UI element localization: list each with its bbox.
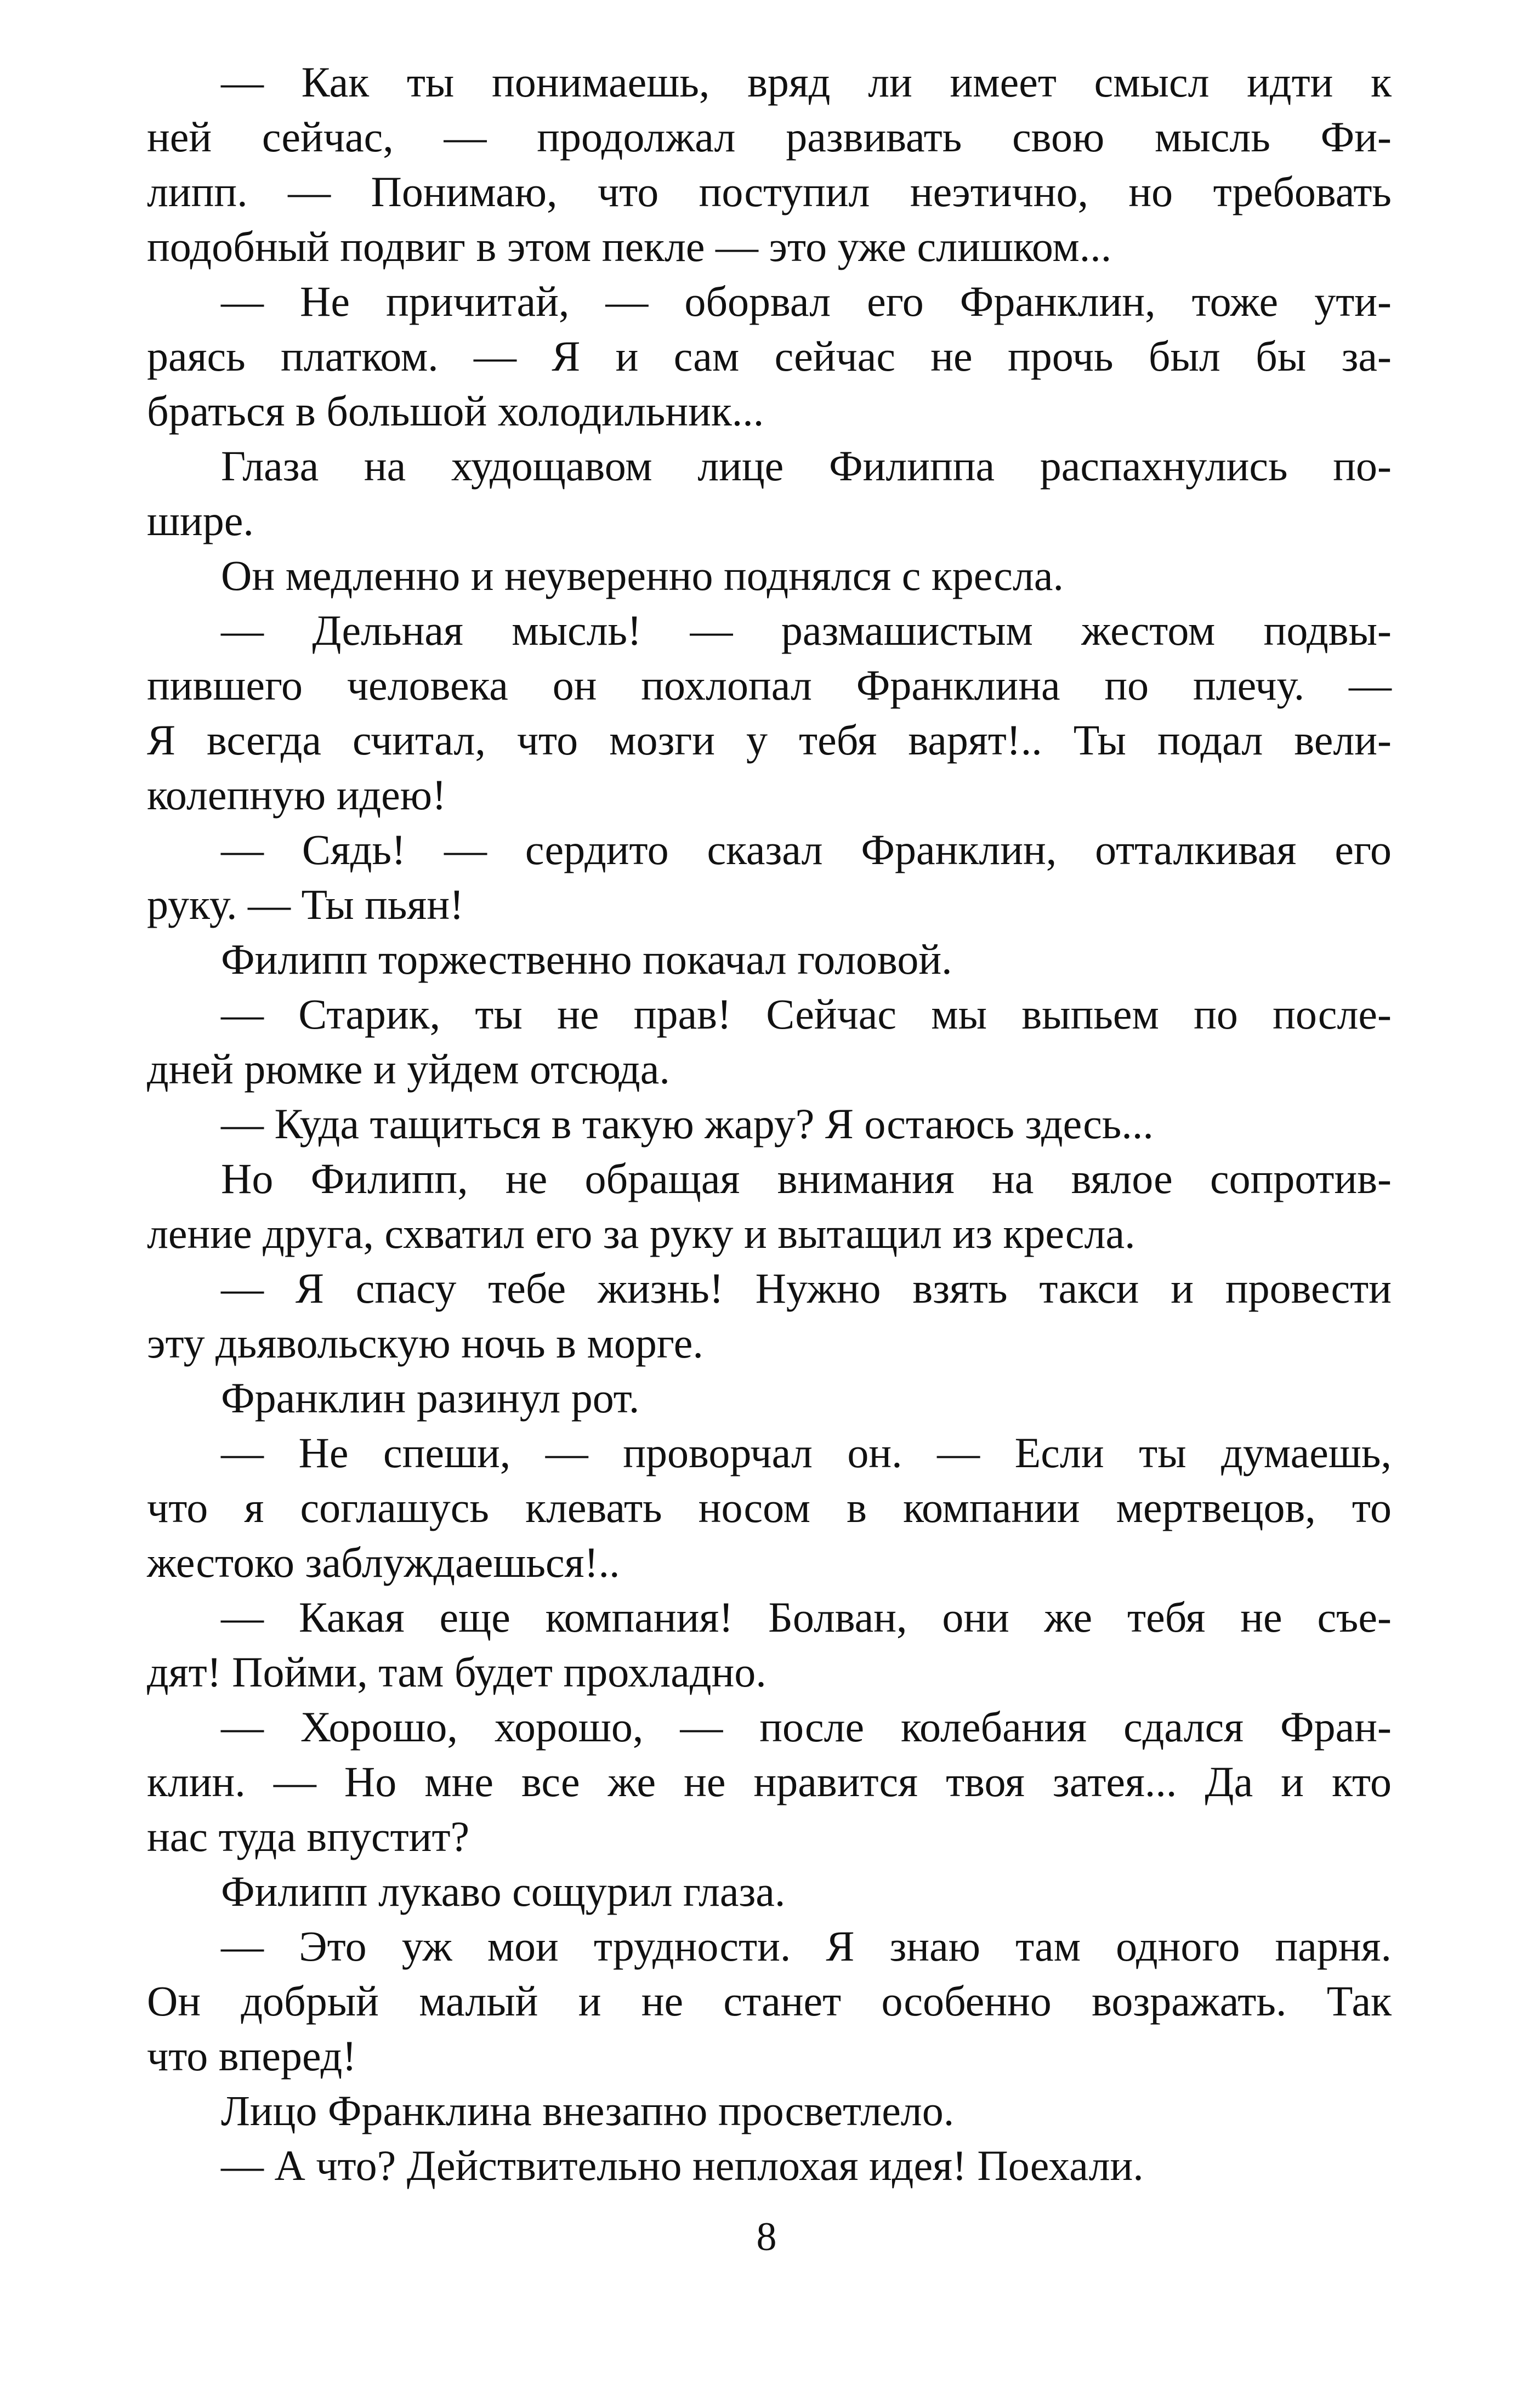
- text-line: колепную идею!: [147, 771, 446, 819]
- text-line: — Старик, ты не прав! Сейчас мы выпьем по после-: [221, 990, 1392, 1038]
- text-line: жестоко заблуждаешься!..: [147, 1538, 620, 1586]
- text-line: — Не спеши, — проворчал он. — Если ты думаешь,: [221, 1429, 1392, 1476]
- text-line: — Я спасу тебе жизнь! Нужно взять такси и провести: [221, 1264, 1392, 1312]
- text-line: Филипп лукаво сощурил глаза.: [221, 1867, 786, 1915]
- text-line: раясь платком. — Я и сам сейчас не прочь был бы за-: [147, 332, 1392, 380]
- text-line: клин. — Но мне все же не нравится твоя затея... Да и кто: [147, 1758, 1392, 1805]
- text-line: — Какая еще компания! Болван, они же тебя не съе-: [221, 1593, 1392, 1641]
- text-line: ней сейчас, — продолжал развивать свою мысль Фи-: [147, 113, 1392, 161]
- text-line: — Сядь! — сердито сказал Франклин, отталкивая его: [221, 826, 1392, 873]
- text-line: что вперед!: [147, 2032, 357, 2080]
- text-line: Глаза на худощавом лице Филиппа распахнулись по-: [221, 442, 1392, 490]
- text-line: что я соглашусь клевать носом в компании мертвецов, то: [147, 1484, 1392, 1531]
- text-line: — Как ты понимаешь, вряд ли имеет смысл идти к: [221, 58, 1392, 106]
- text-line: ление друга, схватил его за руку и вытащил из кресла.: [147, 1209, 1135, 1257]
- text-line: — Не причитай, — оборвал его Франклин, тоже ути-: [221, 277, 1392, 325]
- text-line: Франклин разинул рот.: [221, 1374, 640, 1422]
- body-text: [147, 55, 1392, 2193]
- text-line: браться в большой холодильник...: [147, 387, 764, 435]
- text-line: — Дельная мысль! — размашистым жестом подвы-: [221, 606, 1392, 654]
- text-line: дят! Пойми, там будет прохладно.: [147, 1648, 766, 1696]
- text-line: Филипп торжественно покачал головой.: [221, 935, 952, 983]
- text-line: Я всегда считал, что мозги у тебя варят!.. Ты подал вели-: [147, 716, 1392, 764]
- text-line: — Куда тащиться в такую жару? Я остаюсь здесь...: [221, 1100, 1154, 1148]
- text-line: — Хорошо, хорошо, — после колебания сдался Фран-: [221, 1703, 1392, 1751]
- text-line: дней рюмке и уйдем отсюда.: [147, 1045, 670, 1093]
- text-line: шире.: [147, 497, 254, 544]
- text-line: нас туда впустит?: [147, 1813, 470, 1860]
- text-line: — А что? Действительно неплохая идея! Поехали.: [221, 2142, 1144, 2189]
- text-line: руку. — Ты пьян!: [147, 881, 464, 928]
- text-line: — Это уж мои трудности. Я знаю там одного парня.: [221, 1922, 1392, 1970]
- text-line: пившего человека он похлопал Франклина по плечу. —: [147, 661, 1392, 709]
- text-line: Но Филипп, не обращая внимания на вялое сопротив-: [221, 1155, 1392, 1202]
- text-line: Он добрый малый и не станет особенно возражать. Так: [147, 1977, 1392, 2025]
- page-number: 8: [756, 2214, 777, 2259]
- text-line: подобный подвиг в этом пекле — это уже слишком...: [147, 223, 1112, 270]
- text-line: Он медленно и неуверенно поднялся с кресла.: [221, 552, 1064, 599]
- text-line: липп. — Понимаю, что поступил неэтично, но требовать: [147, 168, 1392, 215]
- text-line: Лицо Франклина внезапно просветлело.: [221, 2087, 955, 2134]
- text-line: эту дьявольскую ночь в морге.: [147, 1319, 703, 1367]
